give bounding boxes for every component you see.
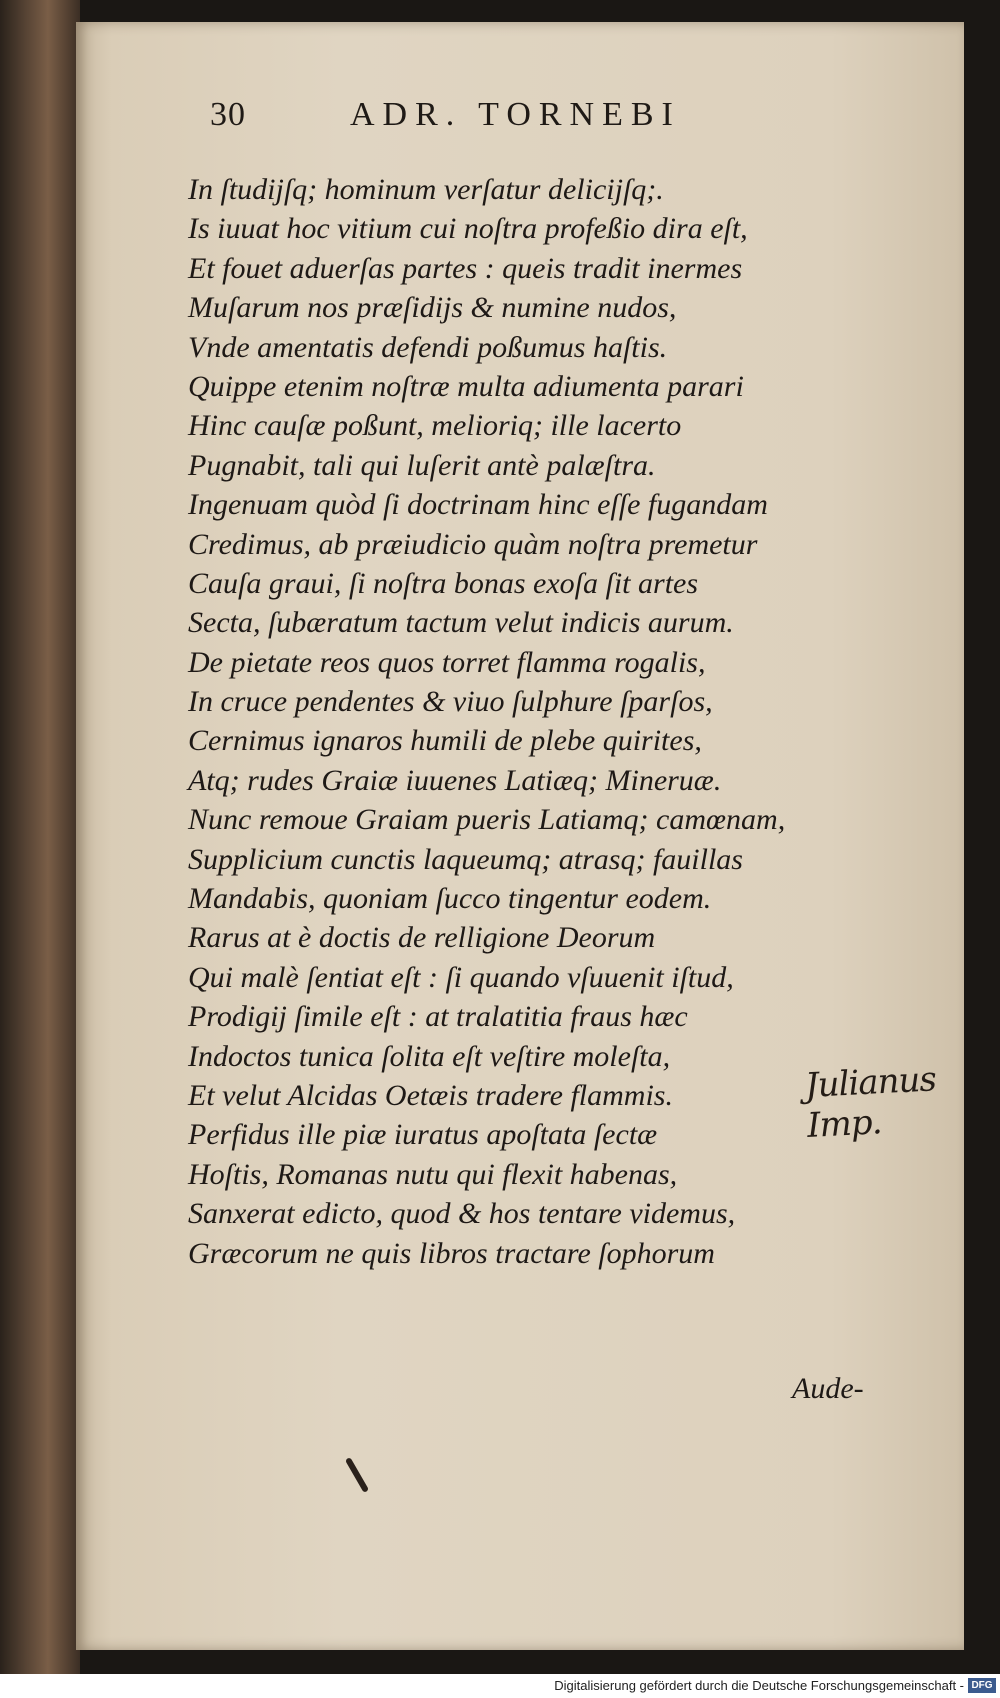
dfg-logo: DFG — [968, 1678, 996, 1693]
verse-line: Sanxerat edicto, quod & hos tentare videmus, — [188, 1197, 736, 1231]
verse-line: Hinc cauſæ poßunt, melioriq; ille lacerto — [188, 409, 682, 443]
verse-line: Is iuuat hoc vitium cui noſtra profeßio dira eſt, — [188, 212, 748, 246]
verse-line: Hoſtis, Romanas nutu qui flexit habenas, — [188, 1157, 678, 1191]
verse-line: Pugnabit, tali qui luſerit antè palæſtra. — [188, 448, 656, 482]
footer-strip — [0, 1674, 1000, 1698]
verse-line: Indoctos tunica ſolita eſt veſtire moleſta, — [188, 1039, 671, 1073]
verse-line: Græcorum ne quis libros tractare ſophorum — [188, 1236, 715, 1270]
verse-line: Cauſa graui, ſi noſtra bonas exoſa ſit artes — [188, 566, 699, 600]
verse-line: Credimus, ab præiudicio quàm noſtra premetur — [188, 527, 758, 561]
verse-line: Muſarum nos præſidijs & numine nudos, — [188, 291, 677, 325]
digitization-credit: Digitalisierung gefördert durch die Deutsche Forschungsgemeinschaft - — [554, 1678, 964, 1693]
verse-line: Atq; rudes Graiæ iuuenes Latiæq; Mineruæ. — [188, 763, 722, 797]
verse-line: Vnde amentatis defendi poßumus haſtis. — [188, 330, 668, 364]
page-number: 30 — [210, 96, 246, 133]
page-header — [210, 96, 910, 144]
catchword: Aude- — [792, 1372, 864, 1405]
verse-line: In ſtudijſq; hominum verſatur delicijſq;. — [188, 173, 664, 206]
book-spine — [0, 0, 80, 1698]
running-title: ADR. TORNEBI — [350, 96, 681, 133]
verse-line: Ingenuam quòd ſi doctrinam hinc eſſe fugandam — [188, 488, 768, 522]
verse-line: Qui malè ſentiat eſt : ſi quando vſuuenit iſtud, — [188, 960, 734, 994]
verse-line: Perfidus ille piæ iuratus apoſtata ſectæ — [188, 1118, 658, 1152]
verse-line: Et velut Alcidas Oetæis tradere flammis. — [188, 1078, 673, 1112]
verse-line: In cruce pendentes & viuo ſulphure ſparſos, — [188, 685, 713, 719]
verse-line: De pietate reos quos torret flamma rogalis, — [188, 645, 706, 679]
verse-line: Cernimus ignaros humili de plebe quirites, — [188, 724, 702, 758]
verse-line: Nunc remoue Graiam pueris Latiamq; camœnam, — [188, 803, 786, 837]
verse-line: Secta, ſubæratum tactum velut indicis aurum. — [188, 606, 734, 640]
verse-line: Quippe etenim noſtræ multa adiumenta parari — [188, 369, 744, 403]
verse-line: Et fouet aduerſas partes : queis tradit inermes — [188, 251, 743, 285]
verse-line: Prodigij ſimile eſt : at tralatitia fraus hæc — [188, 1000, 688, 1034]
verse-line: Mandabis, quoniam ſucco tingentur eodem. — [188, 882, 712, 916]
verse-line: Rarus at è doctis de relligione Deorum — [188, 921, 656, 955]
handwritten-marginal-note: Julianus Imp. — [804, 1059, 937, 1147]
verse-line: Supplicium cunctis laqueumq; atrasq; fauillas — [188, 842, 743, 876]
